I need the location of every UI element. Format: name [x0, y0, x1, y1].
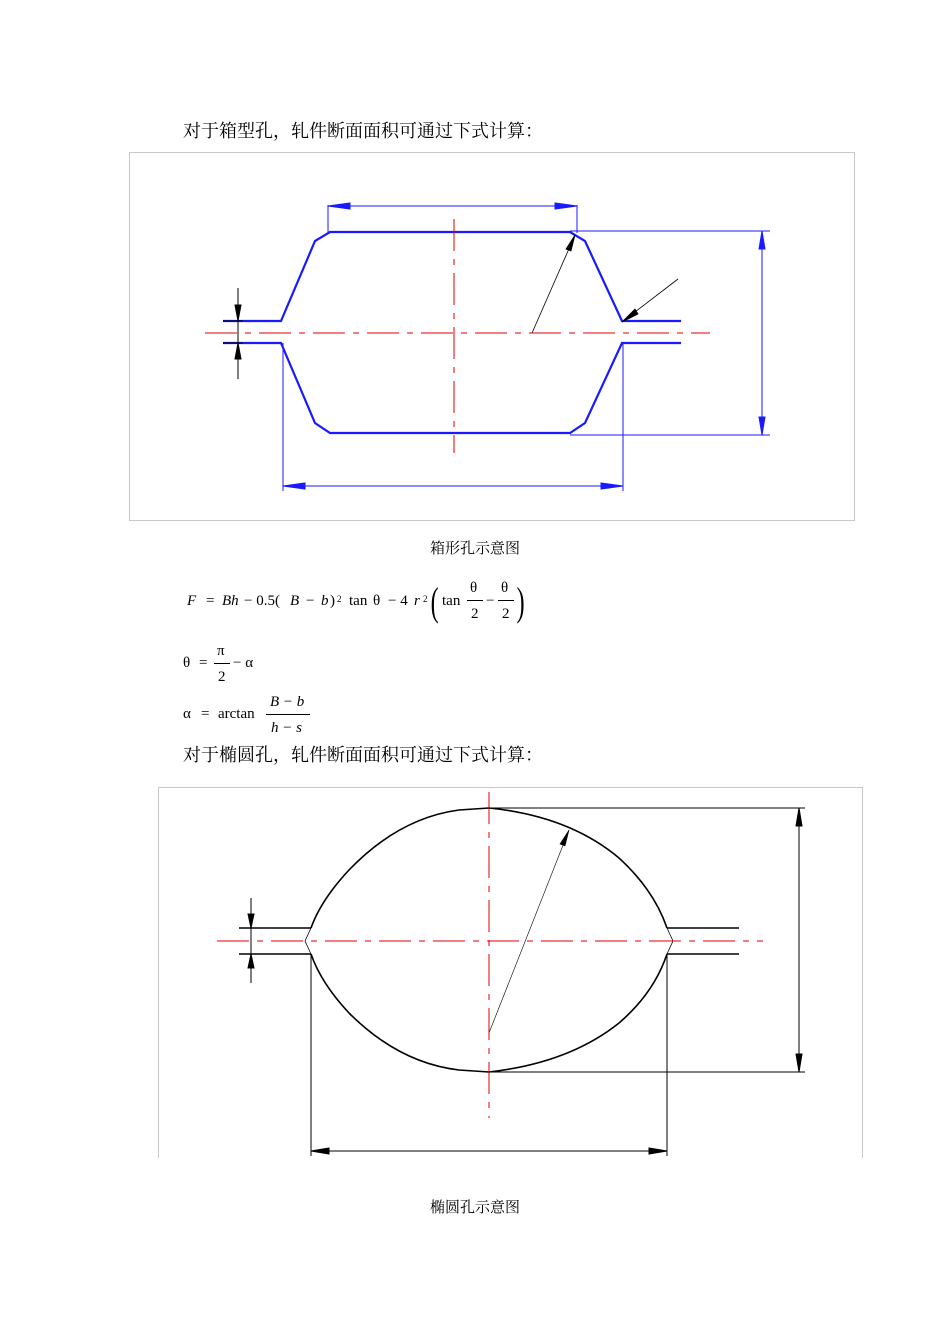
intro-oval-text: 对于椭圆孔，轧件断面面积可通过下式计算：: [183, 745, 543, 766]
oval-pass-diagram: [159, 788, 862, 1158]
box-pass-dimensions: [283, 203, 770, 491]
oval-centerlines: [217, 792, 763, 1118]
oval-pass-figure: [158, 787, 863, 1158]
box-caption: 箱形孔示意图: [429, 539, 520, 557]
intro-box-text: 对于箱型孔，轧件断面面积可通过下式计算：: [183, 121, 543, 142]
box-centerlines: [205, 219, 710, 453]
oval-dimensions: [248, 808, 805, 1156]
oval-radius-leader: [489, 830, 569, 1033]
box-pass-figure: [129, 152, 855, 521]
box-pass-diagram: [130, 153, 854, 520]
oval-caption: 椭圆孔示意图: [429, 1198, 520, 1216]
